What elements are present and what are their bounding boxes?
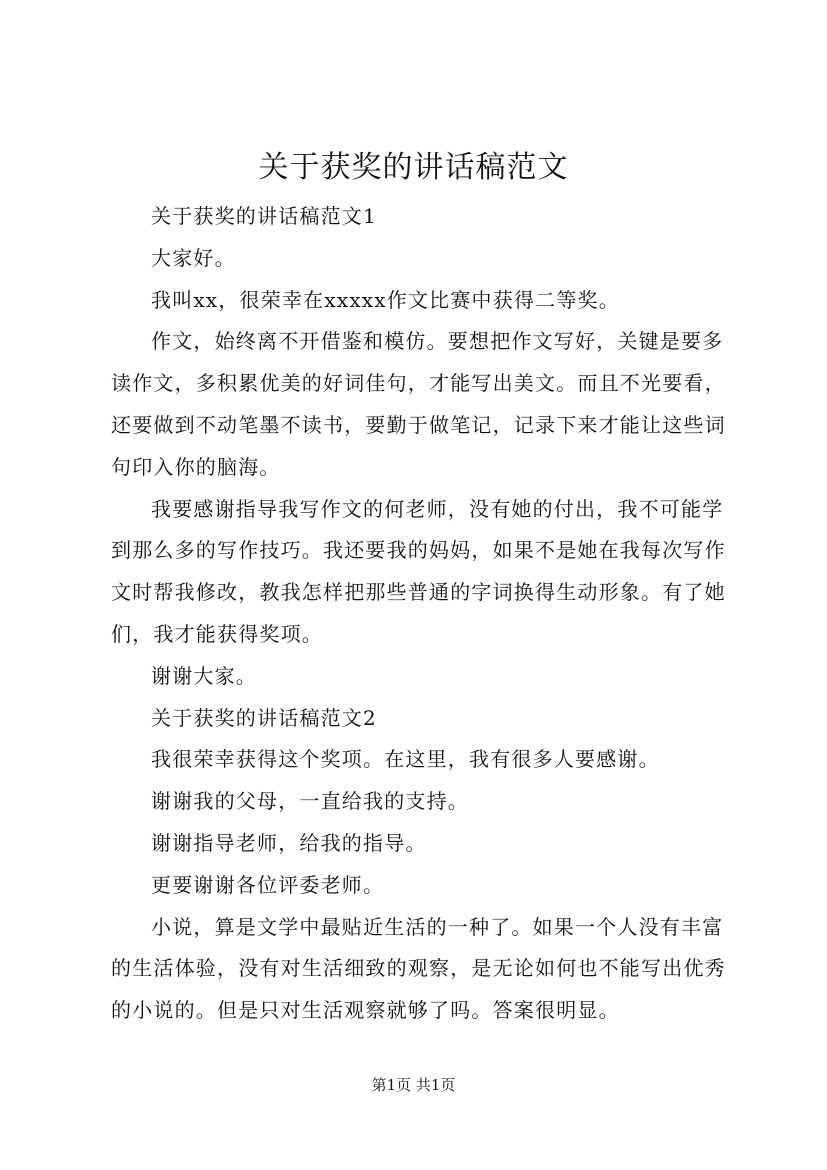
paragraph-thanks-parents: 谢谢我的父母，一直给我的支持。 [151, 789, 469, 814]
paragraph-intro: 我叫xx，很荣幸在xxxxx作文比赛中获得二等奖。 [151, 287, 620, 312]
paragraph-writing: 作文，始终离不开借鉴和模仿。要想把作文写好，关键是要多读作文，多积累优美的好词佳句，才能写出美文。而且不光要看，还要做到不动笔墨不读书，要勤于做笔记，记录下来才能让这些词句印入你的脑海。 [111, 329, 726, 479]
paragraph-thanks-advisor: 谢谢指导老师，给我的指导。 [151, 830, 427, 855]
page-footer: 第1页 共1页 [371, 1076, 456, 1094]
paragraph-novel: 小说，算是文学中最贴近生活的一种了。如果一个人没有丰富的生活体验，没有对生活细致的观察，是无论如何也不能写出优秀的小说的。但是只对生活观察就够了吗。答案很明显。 [111, 914, 726, 1023]
paragraph-greeting: 大家好。 [151, 245, 236, 270]
paragraph-honored: 我很荣幸获得这个奖项。在这里，我有很多人要感谢。 [151, 747, 660, 772]
paragraph-heading-1: 关于获奖的讲话稿范文1 [151, 204, 377, 228]
document-body [111, 196, 741, 1032]
paragraph-thanks-judges: 更要谢谢各位评委老师。 [151, 872, 385, 897]
paragraph-thanks-teacher: 我要感谢指导我写作文的何老师，没有她的付出，我不可能学到那么多的写作技巧。我还要我的妈妈，如果不是她在我每次写作文时帮我修改，教我怎样把那些普通的字词换得生动形象。有了她们，我才能获得奖项。 [111, 496, 726, 646]
paragraph-thanks-all: 谢谢大家。 [151, 663, 257, 688]
paragraph-heading-2: 关于获奖的讲话稿范文2 [151, 705, 377, 730]
document-title: 关于获奖的讲话稿范文 [258, 150, 569, 185]
